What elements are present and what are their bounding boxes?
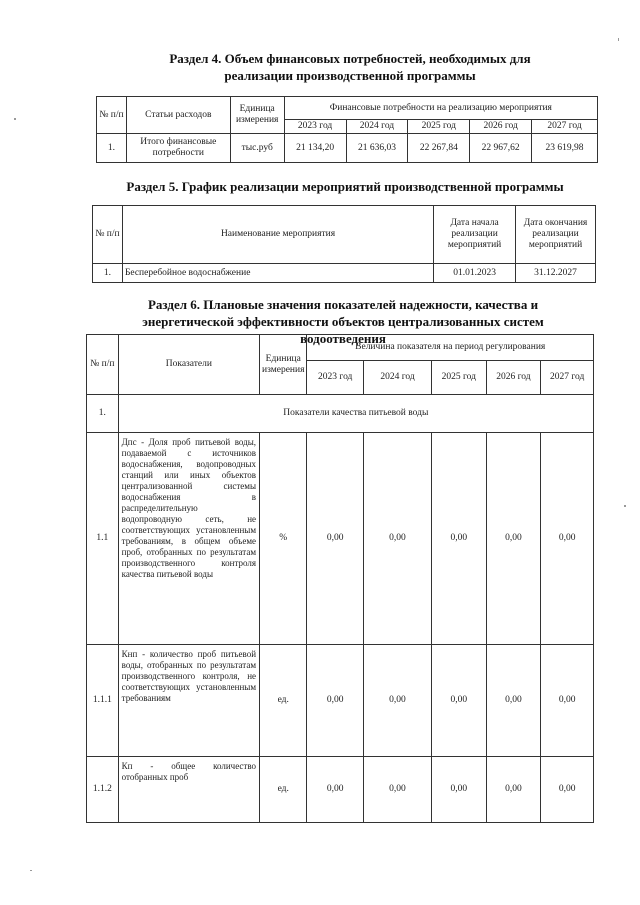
s4-head-year: 2024 год xyxy=(346,120,408,134)
s5-row-name: Бесперебойное водоснабжение xyxy=(122,264,433,283)
s4-row-num: 1. xyxy=(97,134,127,163)
s4-row-value: 22 967,62 xyxy=(470,134,532,163)
s5-row-start: 01.01.2023 xyxy=(434,264,516,283)
s6-row-unit: ед. xyxy=(260,757,307,823)
section5-title: Раздел 5. График реализации мероприятий производственной программы xyxy=(126,179,564,194)
section5-table xyxy=(92,205,596,283)
s4-row-value: 22 267,84 xyxy=(408,134,470,163)
s6-head-year: 2027 год xyxy=(541,361,594,395)
s6-row-value: 0,00 xyxy=(307,757,364,823)
s6-head-year: 2023 год xyxy=(307,361,364,395)
s4-head-year: 2026 год xyxy=(470,120,532,134)
s4-head-unit: Единица измерения xyxy=(230,97,284,134)
s4-row-unit: тыс.руб xyxy=(230,134,284,163)
s4-head-item: Статьи расходов xyxy=(126,97,230,134)
s5-head-start: Дата начала реализации мероприятий xyxy=(434,206,516,264)
table-row xyxy=(87,433,594,645)
s4-row-value: 21 134,20 xyxy=(284,134,346,163)
s6-head-year: 2026 год xyxy=(486,361,541,395)
s4-head-year: 2027 год xyxy=(532,120,598,134)
s4-head-year: 2023 год xyxy=(284,120,346,134)
s6-row-value: 0,00 xyxy=(307,433,364,645)
table-row xyxy=(93,264,596,283)
s4-row-value: 21 636,03 xyxy=(346,134,408,163)
s6-row-value: 0,00 xyxy=(363,433,431,645)
s6-row-num: 1.1.1 xyxy=(87,645,119,757)
scan-speck xyxy=(14,118,16,120)
s6-row-value: 0,00 xyxy=(541,645,594,757)
s5-head-name: Наименование мероприятия xyxy=(122,206,433,264)
s6-head-value: Величина показателя на период регулирования xyxy=(307,335,594,361)
table-row xyxy=(97,134,598,163)
s6-group-label: Показатели качества питьевой воды xyxy=(118,395,593,433)
s5-head-end: Дата окончания реализации мероприятий xyxy=(516,206,596,264)
s6-group-num: 1. xyxy=(87,395,119,433)
s6-head-unit: Единица измерения xyxy=(260,335,307,395)
s4-head-year: 2025 год xyxy=(408,120,470,134)
s6-row-value: 0,00 xyxy=(432,645,487,757)
section6-title: Раздел 6. Плановые значения показателей надежности, качества и энергетической эффективности объектов централизованных систем водоотведения xyxy=(142,297,544,346)
s6-head-year: 2025 год xyxy=(432,361,487,395)
s6-row-value: 0,00 xyxy=(541,433,594,645)
s5-row-end: 31.12.2027 xyxy=(516,264,596,283)
s6-row-value: 0,00 xyxy=(486,433,541,645)
s6-row-unit: ед. xyxy=(260,645,307,757)
scan-speck xyxy=(624,505,626,507)
s6-row-num: 1.1 xyxy=(87,433,119,645)
s4-head-finance: Финансовые потребности на реализацию мероприятия xyxy=(284,97,597,120)
s6-row-num: 1.1.2 xyxy=(87,757,119,823)
s4-head-num: № п/п xyxy=(97,97,127,134)
s5-head-num: № п/п xyxy=(93,206,123,264)
scan-speck xyxy=(618,38,619,41)
s6-row-value: 0,00 xyxy=(486,757,541,823)
section4-title: Раздел 4. Объем финансовых потребностей, необходимых для реализации производственной программы xyxy=(169,51,531,83)
s6-row-text: Дпс - Доля проб питьевой воды, подаваемой с источников водоснабжения, водопроводных станций или иных объектов централизованной системы водоснабжения в распределительную водопроводную сеть, не соответствующих установленным требованиям, в общем объеме проб, отобранных по результатам производственного контроля качества питьевой воды xyxy=(118,433,259,645)
s4-row-value: 23 619,98 xyxy=(532,134,598,163)
s6-row-text: Кнп - количество проб питьевой воды, отобранных по результатам производственного контроля, не соответствующих установленным требованиям xyxy=(118,645,259,757)
s6-row-value: 0,00 xyxy=(363,757,431,823)
table-row xyxy=(87,645,594,757)
section6-table xyxy=(86,334,594,823)
s6-row-value: 0,00 xyxy=(486,645,541,757)
table-row xyxy=(87,395,594,433)
s6-head-year: 2024 год xyxy=(363,361,431,395)
s6-row-value: 0,00 xyxy=(432,757,487,823)
s6-row-value: 0,00 xyxy=(432,433,487,645)
section4-table xyxy=(96,96,598,163)
table-row xyxy=(87,757,594,823)
s6-row-unit: % xyxy=(260,433,307,645)
s6-row-value: 0,00 xyxy=(307,645,364,757)
s6-row-value: 0,00 xyxy=(363,645,431,757)
s6-head-num: № п/п xyxy=(87,335,119,395)
s4-row-item: Итого финансовые потребности xyxy=(126,134,230,163)
s6-row-text: Кп - общее количество отобранных проб xyxy=(118,757,259,823)
s5-row-num: 1. xyxy=(93,264,123,283)
s6-head-indicator: Показатели xyxy=(118,335,259,395)
s6-row-value: 0,00 xyxy=(541,757,594,823)
scan-speck xyxy=(30,870,32,871)
